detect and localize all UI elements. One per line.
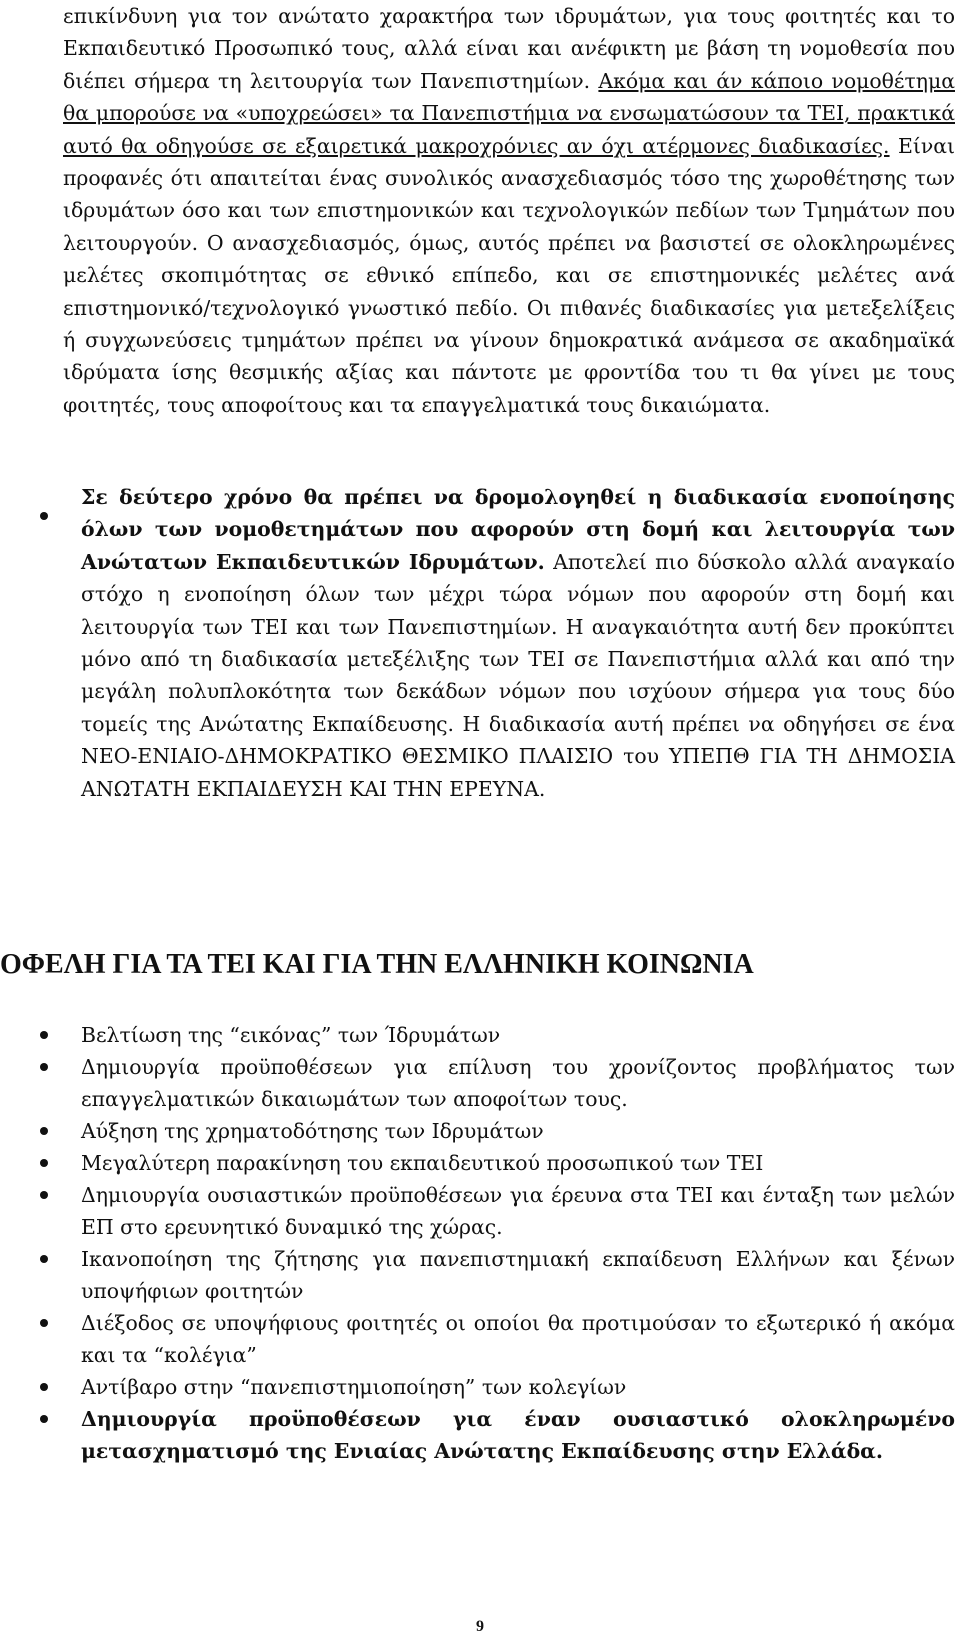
list-item: Μεγαλύτερη παρακίνηση του εκπαιδευτικού προσωπικού των ΤΕΙ: [81, 1151, 764, 1175]
page-number: 9: [476, 1618, 484, 1635]
paragraph-text: επικίνδυνη για τον ανώτατο χαρακτήρα των ιδρυμάτων, για τους φοιτητές και το Εκπαιδευτικό Προσωπικό τους, αλλά είναι και ανέφικτη με βάση τη νομοθεσία που διέπει σήμερα τη λειτουργία των Πανεπιστημίων.: [63, 4, 955, 93]
bullet-body-text: Αποτελεί πιο δύσκολο αλλά αναγκαίο στόχο η ενοποίηση όλων των μέχρι τώρα νόμων που αφορούν στη δομή και λειτουργία των ΤΕΙ και των Πανεπιστημίων. Η αναγκαιότητα αυτή δεν προκύπτει μόνο από τη διαδικασία μετεξέλιξης των ΤΕΙ σε Πανεπιστήμια αλλά και από την μεγάλη πολυπλοκότητα των δεκάδων νόμων που ισχύουν σήμερα για τους δύο τομείς της Ανώτατης Εκπαίδευσης. Η διαδικασία αυτή πρέπει να οδηγήσει σε ένα ΝΕΟ-ΕΝΙΑΙΟ-ΔΗΜΟΚΡΑΤΙΚΟ ΘΕΣΜΙΚΟ ΠΛΑΙΣΙΟ του ΥΠΕΠΘ ΓΙΑ ΤΗ ΔΗΜΟΣΙΑ ΑΝΩΤΑΤΗ ΕΚΠΑΙΔΕΥΣΗ ΚΑΙ ΤΗΝ ΕΡΕΥΝΑ.: [81, 549, 955, 801]
body-paragraph: [63, 0, 955, 421]
bold-lead-text: Σε δεύτερο χρόνο θα πρέπει να δρομολογηθεί η διαδικασία ενοποίησης όλων των νομοθετημάτων που αφορούν στη δομή και λειτουργία των Ανώτατων Εκπαιδευτικών Ιδρυμάτων.: [81, 485, 955, 574]
bullet-icon: [40, 1319, 48, 1327]
bullet-icon: [40, 1255, 48, 1263]
paragraph-text-continued: Είναι προφανές ότι απαιτείται ένας συνολικός ανασχεδιασμός τόσο της χωροθέτησης των ιδρυμάτων όσο και των επιστημονικών και τεχνολογικών πεδίων των Τμημάτων που λειτουργούν. Ο ανασχεδιασμός, όμως, αυτός πρέπει να βασιστεί σε ολοκληρωμένες μελέτες σκοπιμότητας σε εθνικό επίπεδο, και σε επιστημονικές μελέτες ανά επιστημονικό/τεχνολογικό γνωστικό πεδίο. Οι πιθανές διαδικασίες για μετεξελίξεις ή συγχωνεύσεις τμημάτων πρέπει να γίνουν δημοκρατικά ανάμεσα σε ακαδημαϊκά ιδρύματα ίσης θεσμικής αξίας και πάντοτε με φροντίδα του τι θα γίνει με τους φοιτητές, τους αποφοίτους και τα επαγγελματικά τους δικαιώματα.: [63, 133, 956, 417]
bullet-icon: [40, 1415, 48, 1423]
bullet-icon: [40, 1191, 48, 1199]
bullet-icon: [40, 1383, 48, 1391]
list-item: Ικανοποίηση της ζήτησης για πανεπιστημιακή εκπαίδευση Ελλήνων και ξένων υποψήφιων φοιτητών: [81, 1247, 955, 1303]
list-item: Αύξηση της χρηματοδότησης των Ιδρυμάτων: [81, 1119, 544, 1143]
list-item: Αντίβαρο στην “πανεπιστημιοποίηση” των κολεγίων: [81, 1375, 627, 1399]
list-item: Δημιουργία προϋποθέσεων για επίλυση του χρονίζοντος προβλήματος των επαγγελματικών δικαιωμάτων των αποφοίτων τους.: [81, 1055, 955, 1111]
underlined-text: Ακόμα και άν κάποιο νομοθέτημα θα μπορούσε να «υποχρεώσει» τα Πανεπιστήμια να ενσωματώσουν τα ΤΕΙ, πρακτικά αυτό θα οδηγούσε σε εξαιρετικά μακροχρόνιες αν όχι ατέρμονες διαδικασίες.: [63, 68, 955, 158]
list-item: Διέξοδος σε υποψήφιους φοιτητές οι οποίοι θα προτιμούσαν το εξωτερικό ή ακόμα και τα “κολέγια”: [81, 1311, 955, 1367]
list-item: Βελτίωση της “εικόνας” των Ίδρυμάτων: [81, 1023, 501, 1047]
section-heading: ΟΦΕΛΗ ΓΙΑ ΤΑ ΤΕΙ ΚΑΙ ΓΙΑ ΤΗΝ ΕΛΛΗΝΙΚΗ ΚΟΙΝΩΝΙΑ: [0, 949, 754, 980]
list-item: Δημιουργία προϋποθέσεων για έναν ουσιαστικό ολοκληρωμένο μετασχηματισμό της Ενιαίας Ανώτατης Εκπαίδευσης στην Ελλάδα.: [81, 1407, 955, 1463]
bullet-icon: [40, 1031, 48, 1039]
bullet-icon: [40, 1127, 48, 1135]
bullet-icon: [40, 1063, 48, 1071]
bullet-icon: [40, 512, 48, 520]
bullet-icon: [40, 1159, 48, 1167]
list-item: Δημιουργία ουσιαστικών προϋποθέσεων για έρευνα στα ΤΕΙ και ένταξη των μελών ΕΠ στο ερευνητικό δυναμικό της χώρας.: [81, 1183, 955, 1239]
bullet-paragraph: [81, 481, 955, 805]
